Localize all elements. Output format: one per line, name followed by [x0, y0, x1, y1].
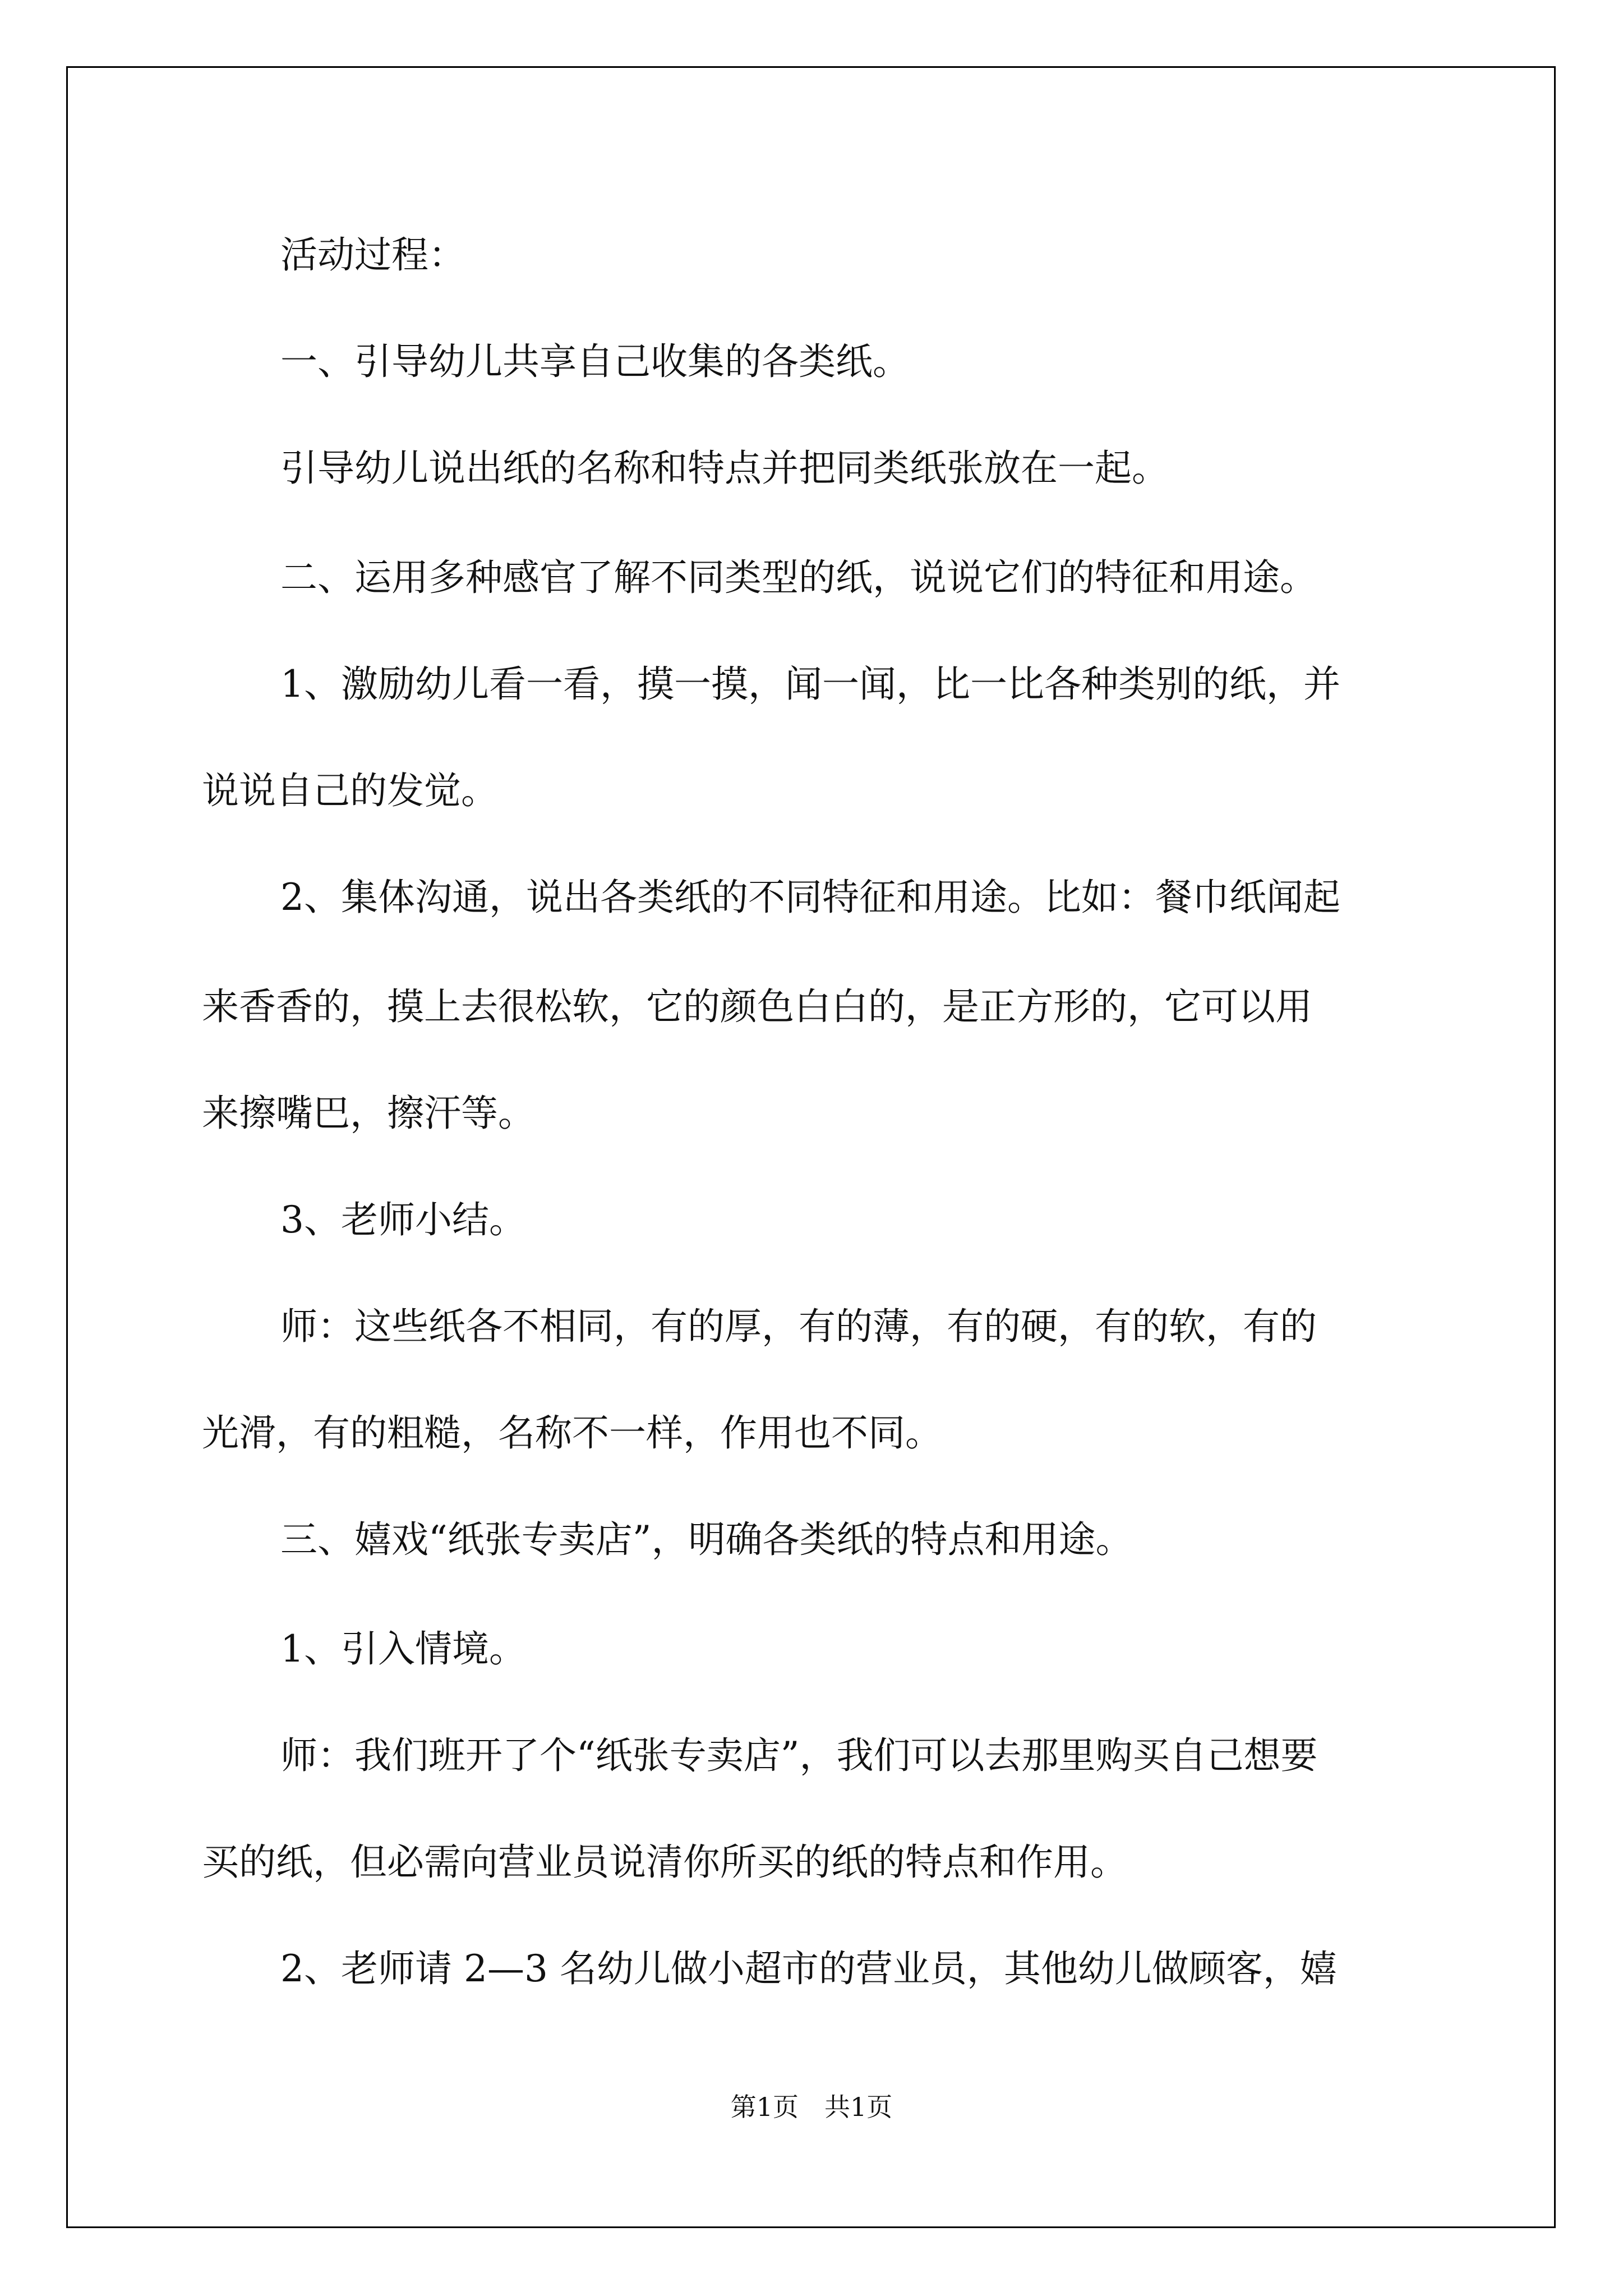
paragraph-line: 师：我们班开了个“纸张专卖店”，我们可以去那里购买自己想要 — [280, 1734, 1318, 1777]
paragraph-line: 2、老师请 2—3 名幼儿做小超市的营业员，其他幼儿做顾客，嬉 — [280, 1947, 1337, 1990]
page-border — [66, 66, 1556, 2228]
paragraph-line: 2、集体沟通，说出各类纸的不同特征和用途。比如：餐巾纸闻起 — [280, 876, 1340, 919]
paragraph-line: 一、引导幼儿共享自己收集的各类纸。 — [280, 340, 910, 383]
paragraph-line: 师：这些纸各不相同，有的厚，有的薄，有的硬，有的软，有的 — [280, 1305, 1317, 1348]
paragraph-line: 来香香的，摸上去很松软，它的颜色白白的，是正方形的，它可以用 — [202, 985, 1312, 1028]
paragraph-line: 三、嬉戏“纸张专卖店”，明确各类纸的特点和用途。 — [280, 1518, 1133, 1561]
paragraph-line: 3、老师小结。 — [280, 1198, 526, 1241]
paragraph-line: 说说自己的发觉。 — [202, 769, 498, 812]
paragraph-line: 引导幼儿说出纸的名称和特点并把同类纸张放在一起。 — [280, 447, 1169, 490]
paragraph-line: 活动过程： — [280, 233, 465, 277]
paragraph-line: 光滑，有的粗糙，名称不一样，作用也不同。 — [202, 1411, 942, 1455]
paragraph-line: 1、引入情境。 — [280, 1627, 526, 1671]
paragraph-line: 买的纸，但必需向营业员说清你所买的纸的特点和作用。 — [202, 1841, 1127, 1884]
page-footer: 第1页 共1页 — [730, 2092, 893, 2122]
paragraph-line: 二、运用多种感官了解不同类型的纸，说说它们的特征和用途。 — [280, 556, 1317, 599]
paragraph-line: 来擦嘴巴，擦汗等。 — [202, 1092, 535, 1135]
paragraph-line: 1、激励幼儿看一看，摸一摸，闻一闻，比一比各种类别的纸，并 — [280, 662, 1340, 706]
